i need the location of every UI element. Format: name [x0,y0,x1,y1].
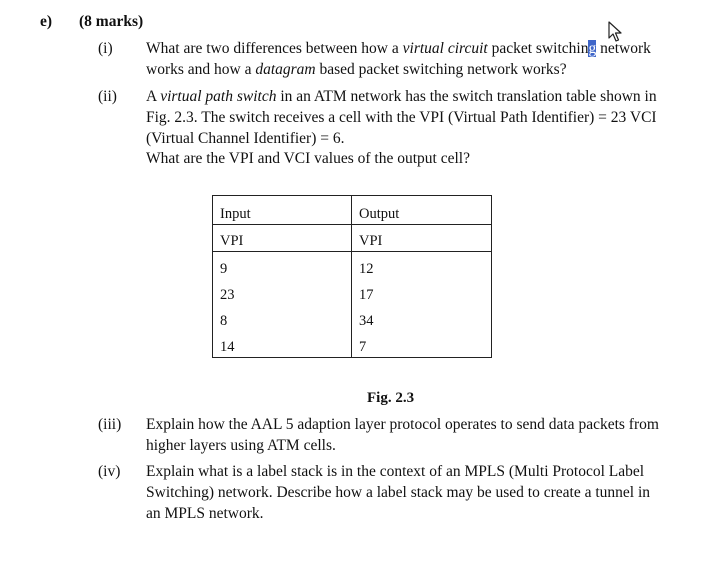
table-cell-input: 8 [213,304,352,330]
part-i-line1: What are two differences between how a virtual circuit packet switching network [146,40,651,57]
part-i-number: (i) [98,40,113,57]
table-cell-input: 23 [213,278,352,304]
table-row [213,304,492,330]
mouse-pointer-icon [608,21,624,43]
table-cell-output: 17 [352,278,492,304]
table-subheader-output-vpi: VPI [352,225,492,252]
part-ii-number: (ii) [98,88,117,105]
question-marks: (8 marks) [79,13,144,30]
table-cell-output: 12 [352,252,492,279]
part-ii-line3: (Virtual Channel Identifier) = 6. [146,130,345,147]
table-row [213,278,492,304]
part-iv-number: (iv) [98,463,121,480]
part-iii-number: (iii) [98,416,122,433]
part-iv-line3: an MPLS network. [146,505,264,522]
figure-caption: Fig. 2.3 [367,390,415,406]
table-cell-input: 9 [213,252,352,279]
switch-translation-table [212,195,492,358]
table-header-output: Output [352,196,492,225]
part-ii-line4: What are the VPI and VCI values of the output cell? [146,150,470,167]
table-subheader-input-vpi: VPI [213,225,352,252]
table-row [213,330,492,358]
part-ii-line2: Fig. 2.3. The switch receives a cell with the VPI (Virtual Path Identifier) = 23 VCI [146,109,657,126]
table-cell-input: 14 [213,330,352,358]
table-cell-output: 34 [352,304,492,330]
text-selection-highlight: g [588,40,597,57]
table-header-row [213,196,492,225]
part-iii-line1: Explain how the AAL 5 adaption layer protocol operates to send data packets from [146,416,659,433]
table-header-input: Input [213,196,352,225]
table-cell-output: 7 [352,330,492,358]
question-label: e) [40,13,53,30]
part-iv-line2: Switching) network. Describe how a label stack may be used to create a tunnel in [146,484,651,501]
table-subheader-row [213,225,492,252]
part-i-line2: works and how a datagram based packet switching network works? [146,61,567,78]
part-iv-line1: Explain what is a label stack is in the context of an MPLS (Multi Protocol Label [146,463,645,480]
part-iii-line2: higher layers using ATM cells. [146,437,336,454]
part-ii-line1: A virtual path switch in an ATM network has the switch translation table shown in [146,88,657,105]
table-row [213,252,492,279]
